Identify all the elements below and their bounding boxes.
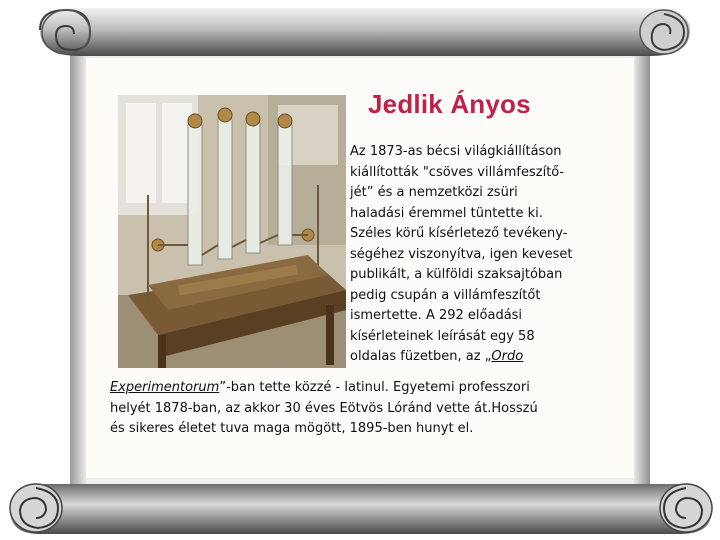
text-line: helyét 1878-ban, az akkor 30 éves Eötvös Lóránd vette át.Hosszú <box>110 400 538 416</box>
page-title: Jedlik Ányos <box>368 89 531 119</box>
text-fragment: ”-ban tette közzé - latinul. Egyetemi professzori <box>219 380 530 395</box>
text-line: publikált, a külföldi szaksajtóban <box>350 267 563 282</box>
text-line: és sikeres életet tuva maga mögött, 1895-ben hunyt el. <box>110 421 474 436</box>
electrostatic-generator-image <box>118 95 346 368</box>
text-fragment: oldalas füzetben, az „ <box>350 349 492 364</box>
text-line: jét” és a nemzetközi zsüri <box>350 185 518 200</box>
text-line: ségéhez viszonyítva, igen keveset <box>350 246 573 262</box>
body-text-full-width <box>110 378 620 440</box>
text-line <box>350 347 618 368</box>
text-line: kísérleteinek leírását egy 58 <box>350 328 535 344</box>
body-text-wrapped <box>350 142 618 368</box>
experimentorum-title: Experimentorum <box>110 380 220 395</box>
ordo-title: Ordo <box>491 349 524 364</box>
text-line: pedig csupán a villámfeszítőt <box>350 287 541 303</box>
text-line <box>110 378 620 399</box>
text-line: Széles körű kísérletező tevékeny- <box>350 226 568 241</box>
text-line: kiállították "csöves villámfeszítő- <box>350 164 564 180</box>
text-line: haladási éremmel tüntette ki. <box>350 205 543 221</box>
text-line: ismertette. A 292 előadási <box>350 308 523 323</box>
apparatus-photo <box>118 95 346 368</box>
text-line: Az 1873-as bécsi világkiállításon <box>350 144 562 159</box>
